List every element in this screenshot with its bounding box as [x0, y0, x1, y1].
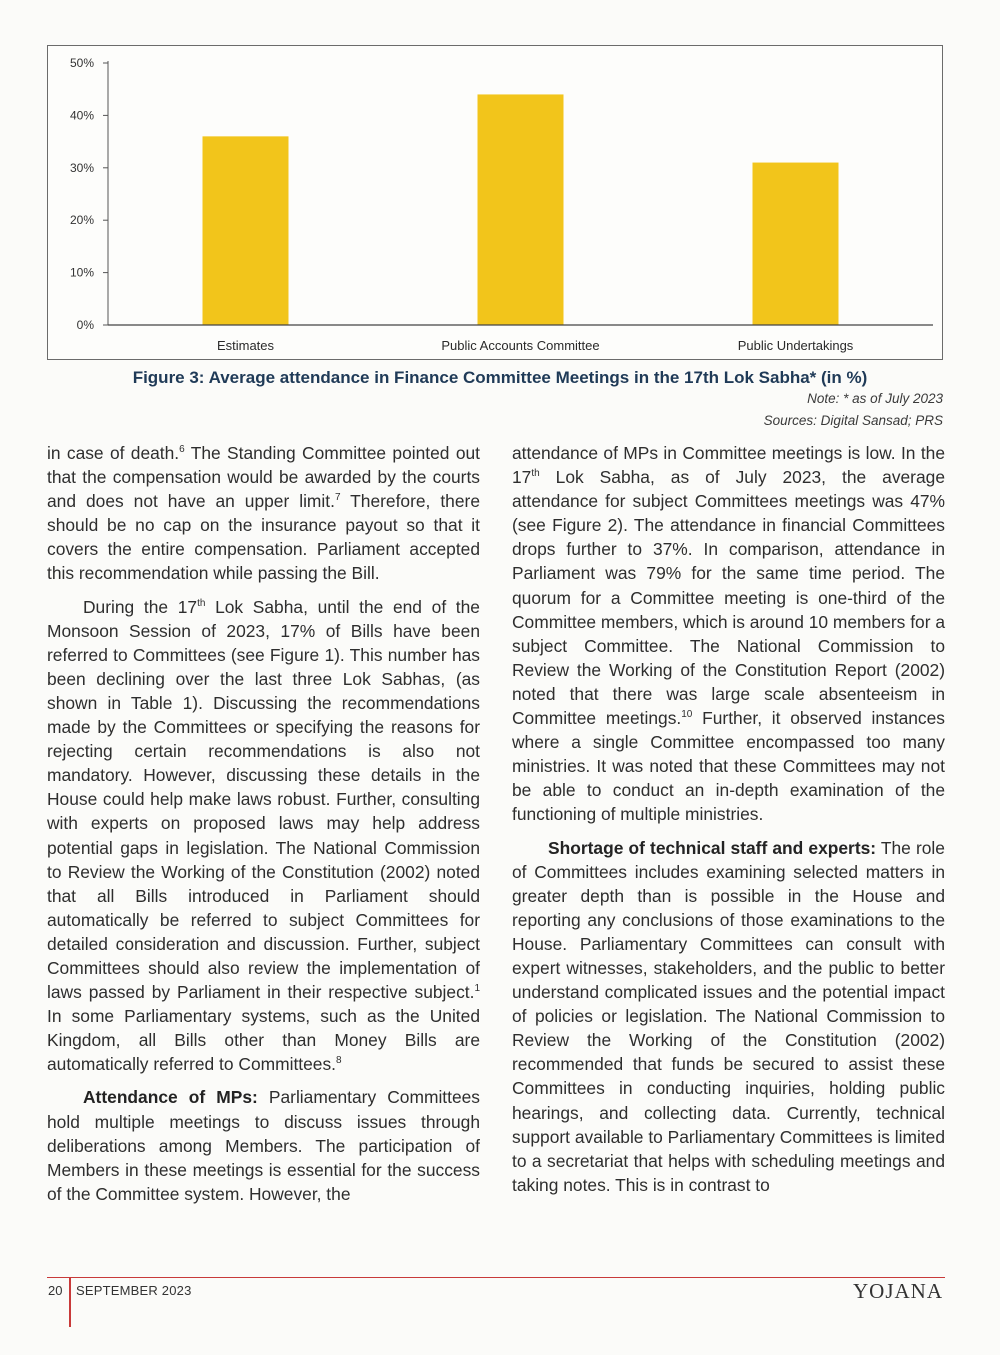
- left-column: [47, 441, 480, 1206]
- paragraph: [47, 1085, 480, 1205]
- superscript: th: [531, 468, 540, 480]
- footer-rule: [47, 1277, 945, 1278]
- figure-caption: Figure 3: Average attendance in Finance Committee Meetings in the 17th Lok Sabha* (in %): [132, 368, 868, 387]
- text-run: Further, it observed instances where a single Committee encompassed too many ministries. It was noted that these Committees may not be able to conduct an in-depth examination of the functioning of multiple ministries.: [512, 708, 945, 825]
- right-column: [512, 441, 945, 1197]
- footnote-ref: 10: [681, 709, 693, 721]
- text-run: Lok Sabha, until the end of the Monsoon Session of 2023, 17% of Bills have been referred to Committees (see Figure 1). This number has been declining over the last three Lok Sabhas, (as shown in Table 1). Discussing the recommendations made by the Committees or specifying the reasons for rejecting certain recommendations is also not mandatory. However, discussing these details in the House could help make laws robust. Further, consulting with experts on proposed laws may help address potential gaps in legislation. The National Commission to Review the Working of the Constitution (2002) noted that all Bills introduced in Parliament should automatically be referred to subject Committees for detailed consideration and discussion. Further, subject Committees should also review the implementation of laws passed by Parliament in their respective subject.: [47, 596, 480, 1003]
- bar: [203, 136, 289, 325]
- y-tick-label: 20%: [69, 213, 94, 228]
- text-run: The Standing Committee pointed out that the compensation would be awarded by the courts and does not have an upper limit.: [47, 443, 480, 512]
- paragraph: [512, 441, 945, 827]
- paragraph: [47, 441, 480, 586]
- x-tick-label: Public Accounts Committee: [441, 338, 600, 353]
- footnote-ref: 1: [474, 983, 480, 995]
- page-number: 20: [48, 1283, 63, 1298]
- section-heading: Shortage of technical staff and experts:: [548, 837, 877, 858]
- paragraph: [512, 836, 945, 1197]
- bar: [753, 163, 839, 325]
- footer-divider: [69, 1277, 71, 1327]
- y-tick-label: 0%: [76, 318, 94, 332]
- y-tick-label: 30%: [69, 160, 94, 175]
- y-tick-label: 10%: [69, 265, 94, 280]
- x-tick-label: Public Undertakings: [737, 338, 854, 353]
- chart-frame: [47, 45, 943, 360]
- text-run: The role of Committees includes examining selected matters in greater depth than is possible in the House and reporting any conclusions of those examinations to the House. Parliamentary Committees can consult with expert witnesses, stakeholders, and the public to better understand complicated issues and the potential impact of policies or legislation. The National Commission to Review the Working of the Constitution (2002) recommended that funds be secured to assist these Committees in conducting inquiries, holding public hearings, and collecting data. Currently, technical support available to Parliamentary Committees is limited to a secretariat that helps with scheduling meetings and taking notes. This is in contrast to: [512, 837, 946, 1195]
- section-heading: Attendance of MPs:: [83, 1087, 258, 1108]
- text-run: Parliamentary Committees hold multiple meetings to discuss issues through deliberations among Members. The participation of Members in these meetings is essential for the success of the Committee system. However, the: [47, 1087, 481, 1204]
- superscript: th: [197, 597, 206, 609]
- issue-date: SEPTEMBER 2023: [76, 1283, 192, 1298]
- magazine-brand: YOJANA: [853, 1279, 943, 1303]
- paragraph: [47, 595, 480, 1077]
- figure-sources: Sources: Digital Sansad; PRS: [763, 413, 943, 428]
- bar: [478, 94, 564, 325]
- footnote-ref: 7: [334, 492, 341, 504]
- text-run: in case of death.: [47, 443, 180, 463]
- text-run: In some Parliamentary systems, such as the United Kingdom, all Bills other than Money Bills are automatically referred to Committees.: [47, 1006, 480, 1075]
- y-tick-label: 50%: [69, 56, 94, 70]
- x-tick-label: Estimates: [216, 338, 275, 353]
- text-run: attendance of MPs in Committee meetings is low. In the 17: [512, 443, 945, 488]
- footnote-ref: 8: [335, 1055, 342, 1067]
- text-run: Lok Sabha, as of July 2023, the average attendance for subject Committees meetings was 47% (see Figure 2). The attendance in financial Committees drops further to 37%. In comparison, attendance in Parliament was 79% for the same time period. The quorum for a Committee meeting is one-third of the Committee members, which is around 10 members for a subject Committee. The National Commission to Review the Working of the Constitution Report (2002) noted that there was large scale absenteeism in Committee meetings.: [512, 467, 945, 729]
- text-run: Therefore, there should be no cap on the insurance payout so that it covers the entire compensation. Parliament accepted this recommendation while passing the Bill.: [47, 491, 480, 584]
- text-run: During the 17: [83, 596, 198, 617]
- y-tick-label: 40%: [69, 108, 94, 123]
- footnote-ref: 6: [179, 444, 185, 456]
- bar-chart: [48, 46, 944, 361]
- figure-note: Note: * as of July 2023: [807, 391, 943, 406]
